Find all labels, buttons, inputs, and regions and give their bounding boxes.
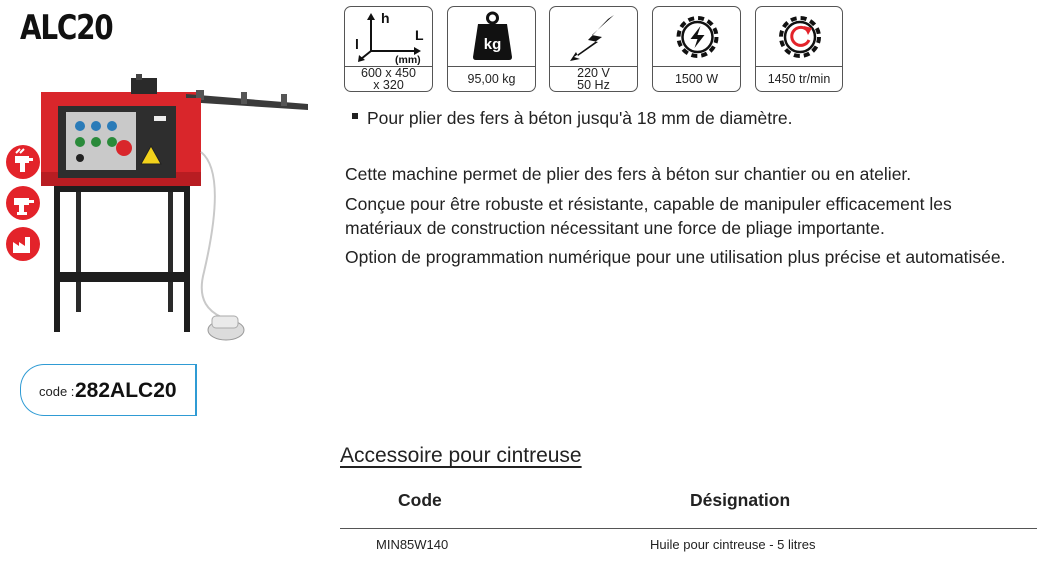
weight-icon <box>448 7 535 66</box>
spec-electricity-value <box>550 67 637 91</box>
weight-kg-label: kg <box>483 36 502 53</box>
table-divider <box>340 528 1037 529</box>
table-cell-designation: Huile pour cintreuse - 5 litres <box>650 537 816 552</box>
bullet-square-icon <box>352 113 358 119</box>
power-icon <box>653 7 740 66</box>
product-image <box>36 72 314 352</box>
spec-weight-value <box>448 67 535 91</box>
spec-weight <box>447 6 536 92</box>
feature-bullet-text: Pour plier des fers à béton jusqu'à 18 mm de diamètre. <box>367 108 793 128</box>
spec-power <box>652 6 741 92</box>
spec-electricity <box>549 6 638 92</box>
description-paragraph: Cette machine permet de plier des fers à béton sur chantier ou en atelier. <box>345 164 912 184</box>
code-label: code : <box>39 384 75 399</box>
description-paragraph: Option de programmation numérique pour une utilisation plus précise et automatisée. <box>345 247 1006 267</box>
cordless-tool-icon <box>6 145 40 179</box>
spec-dimensions-value <box>345 67 432 91</box>
product-title: ALC20 <box>20 8 113 48</box>
rotation-speed-icon <box>756 7 842 66</box>
spec-rotation <box>755 6 843 92</box>
dim-l-label: l <box>355 36 359 52</box>
spec-dimensions <box>344 6 433 92</box>
spec-line: 1450 tr/min <box>767 72 831 86</box>
table-cell-code: MIN85W140 <box>376 537 449 552</box>
product-code-box <box>20 364 197 416</box>
spec-rotation-value <box>756 67 842 91</box>
dimensions-icon <box>345 7 432 66</box>
accessories-title: Accessoire pour cintreuse <box>340 444 582 467</box>
dim-L-label: L <box>415 27 424 43</box>
electricity-icon <box>550 7 637 66</box>
feature-bullet <box>352 108 793 129</box>
code-value: 282ALC20 <box>75 379 177 402</box>
spec-line: 600 x 450 <box>361 66 416 80</box>
factory-icon <box>6 227 40 261</box>
spec-line: 220 V <box>577 66 610 80</box>
spec-line: x 320 <box>373 78 404 92</box>
table-header-designation: Désignation <box>690 490 791 510</box>
spec-line: 1500 W <box>674 72 719 86</box>
spec-power-value <box>653 67 740 91</box>
description-paragraph: Conçue pour être robuste et résistante, capable de manipuler efficacement les matériaux de construction nécessitant une force de pliage importante. <box>345 194 952 238</box>
spec-line: 50 Hz <box>577 78 610 92</box>
dim-unit-label: (mm) <box>395 54 421 66</box>
dim-h-label: h <box>381 10 390 26</box>
table-header-code: Code <box>398 490 442 510</box>
power-tool-icon <box>6 186 40 220</box>
spec-line: 95,00 kg <box>467 72 516 86</box>
